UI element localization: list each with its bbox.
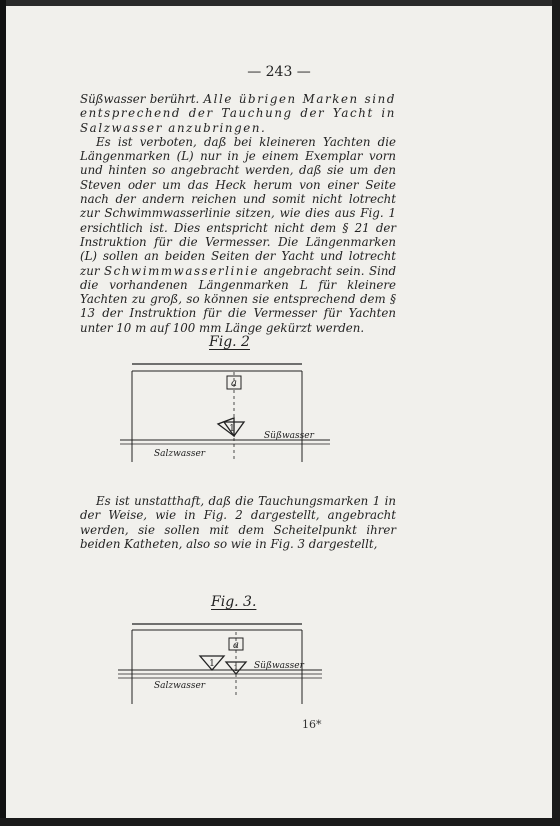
fig3-mark-1b: 1 (233, 664, 239, 673)
fig2-diagram (116, 358, 336, 468)
footer-signature: 16* (302, 718, 322, 731)
paragraph-bottom (80, 494, 396, 551)
scan-edge-right (552, 0, 560, 826)
fig3-mark-1a: 1 (209, 659, 215, 669)
book-page (6, 6, 552, 818)
fig2-label-salt: Salzwasser (154, 449, 206, 459)
para2-text: Es ist verboten, daß bei kleineren Yachten die Längenmarken (L) nur in je einem Exemplar vorn und hinten so angebracht werden, daß sie um den Steven oder um das Heck herum von einer Seite nach der andern reichen und somit nicht lotrecht zur Schwimmwasserlinie sitzen, wie dies aus Fig. 1 ersichtlich ist. Dies entspricht nicht dem § 21 der Instruktion für die Vermesser. Die Längenmarken (L) sollen an beiden Seiten der Yacht und lotrecht zur (80, 134, 396, 278)
fig3-diagram (114, 618, 334, 718)
para1-line1: Süßwasser berührt. (80, 92, 200, 106)
fig3-label: Fig. 3. (211, 594, 257, 610)
para2-end: angebracht sein. Sind die vorhandenen Längenmarken L für kleinere Yachten zu groß, so können sie entsprechend dem § 13 der Instruktion für die Vermesser für Yachten unter 10 m auf 100 mm Länge gekürzt werden. (80, 263, 397, 335)
fig3-label-salt: Salzwasser (154, 681, 206, 691)
fig2-mark-1: 1 (229, 424, 235, 434)
fig2-label-sweet: Süßwasser (264, 431, 314, 441)
fig2-mark-a: a (231, 378, 237, 389)
page-number: — 243 — (247, 64, 311, 80)
para1-spaced: Alle übrigen Marken sind entsprechend der Tauchung der Yacht in Salzwasser anzubringen. (80, 92, 396, 135)
scan-edge-bottom (0, 818, 560, 826)
fig2-label: Fig. 2 (209, 334, 250, 350)
fig3-label-sweet: Süßwasser (254, 661, 304, 671)
paragraph-top (80, 92, 396, 335)
para3-text: Es ist unstatthaft, daß die Tauchungsmarken 1 in der Weise, wie in Fig. 2 dargestellt, angebracht werden, sie sollen mit dem Scheitelpunkt ihrer beiden Katheten, also so wie in Fig. 3 dargestellt, (80, 494, 396, 551)
fig3-mark-a: a (233, 640, 239, 651)
para2-spaced: Schwimmwasserlinie (103, 263, 260, 278)
